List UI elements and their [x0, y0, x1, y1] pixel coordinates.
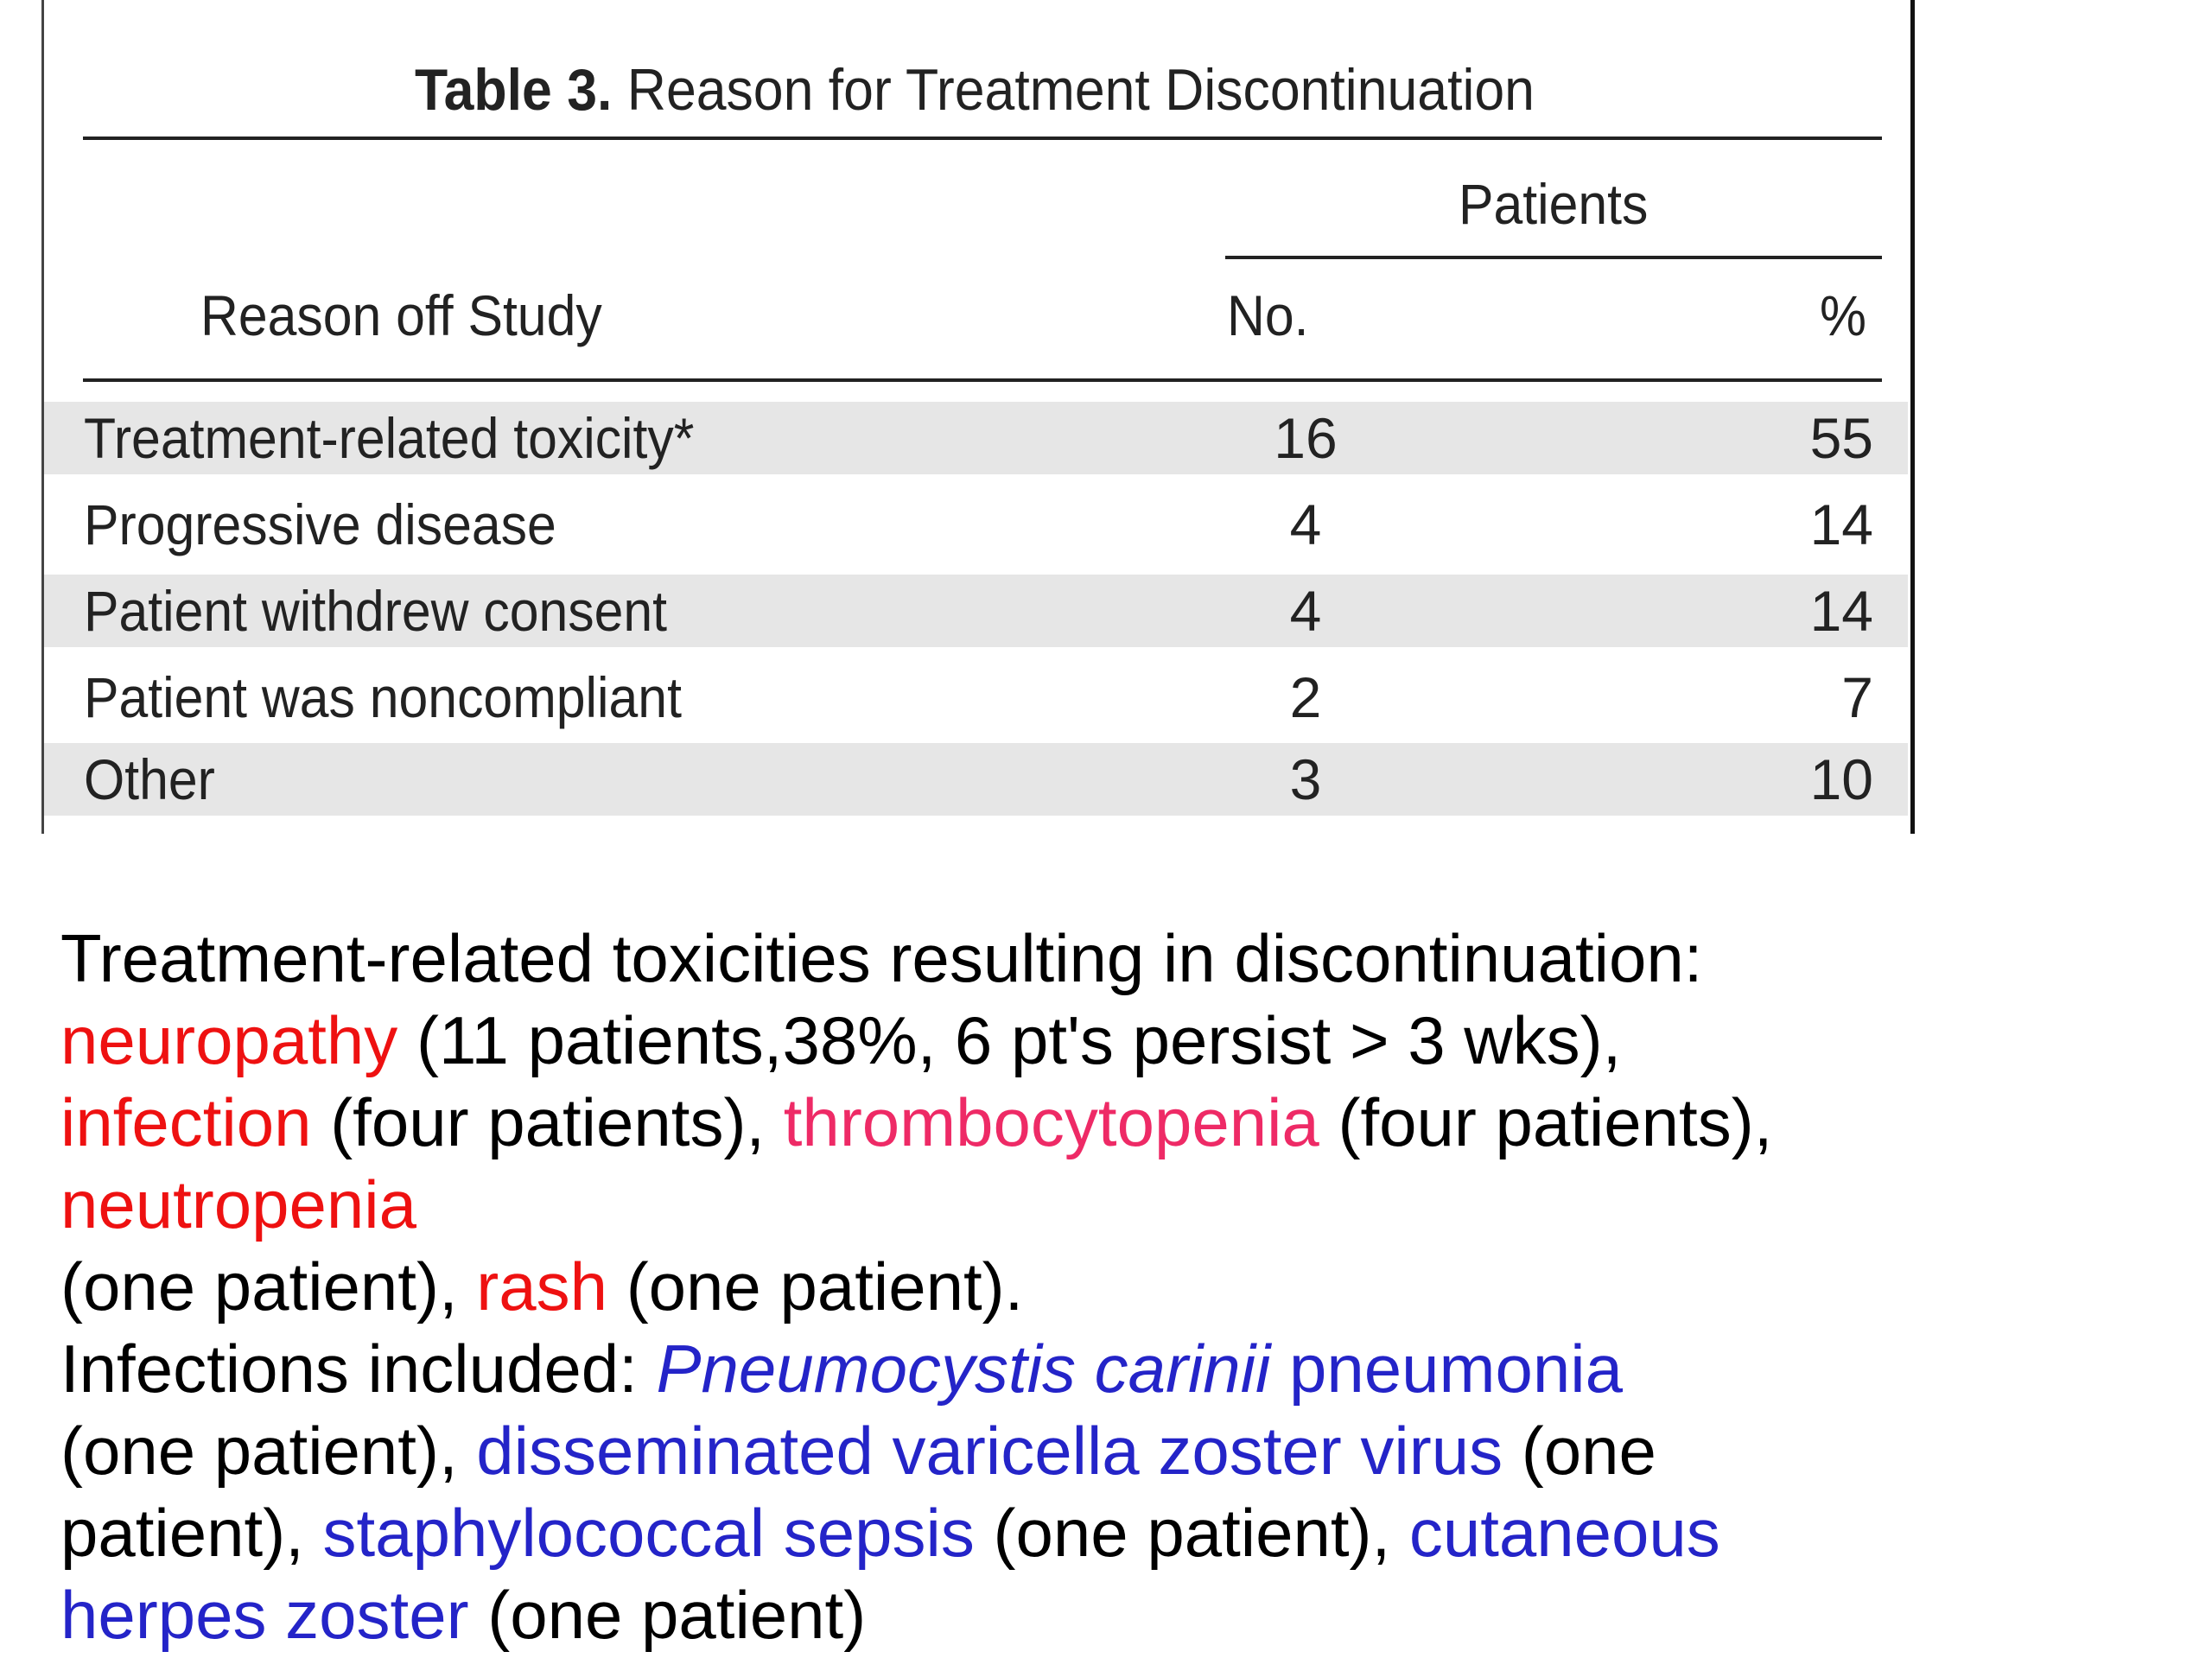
- table-top-rule: [83, 137, 1882, 140]
- staph-detail: (one patient),: [974, 1495, 1409, 1571]
- row-reason: Patient was noncompliant: [84, 665, 682, 729]
- row-no: 4: [1289, 492, 1322, 556]
- row-pct: 14: [1809, 579, 1873, 643]
- term-rash: rash: [476, 1248, 608, 1324]
- table-title-text: Reason for Treatment Discontinuation: [612, 57, 1535, 123]
- term-cutaneous: cutaneous: [1408, 1495, 1720, 1571]
- row-no: 3: [1289, 747, 1322, 811]
- notes-line-neuropathy: [60, 1000, 2169, 1082]
- table-row: [44, 488, 1908, 561]
- toxicity-notes: [60, 918, 2169, 1656]
- header-patients: Patients: [1459, 172, 1649, 236]
- table-title: [116, 54, 1833, 126]
- notes-line-neutropenia: [60, 1164, 2169, 1246]
- term-infection: infection: [60, 1084, 312, 1160]
- term-neutropenia: neutropenia: [60, 1166, 417, 1242]
- row-pct: 55: [1809, 406, 1873, 470]
- term-vzv: disseminated varicella zoster virus: [476, 1413, 1503, 1489]
- neutropenia-detail: (one patient),: [60, 1248, 477, 1324]
- row-reason: Progressive disease: [84, 492, 556, 556]
- notes-line-vzv: [60, 1410, 2169, 1492]
- vzv-detail: (one: [1503, 1413, 1656, 1489]
- table-row: [44, 575, 1908, 647]
- row-reason: Patient withdrew consent: [84, 579, 668, 643]
- neuropathy-detail: (11 patients,38%, 6 pt's persist > 3 wks),: [397, 1002, 1622, 1078]
- table-row: [44, 743, 1908, 816]
- term-herpes-zoster: herpes zoster: [60, 1577, 469, 1653]
- row-no: 16: [1274, 406, 1338, 470]
- term-thrombocytopenia: thrombocytopenia: [783, 1084, 1319, 1160]
- notes-line-staph: [60, 1492, 2169, 1574]
- row-no: 2: [1289, 665, 1322, 729]
- table-row: [44, 402, 1908, 474]
- notes-line-infection: [60, 1082, 2169, 1164]
- term-pneumocystis: Pneumocystis carinii: [656, 1331, 1271, 1407]
- patients-header-rule: [1225, 256, 1882, 259]
- header-bottom-rule: [83, 378, 1882, 382]
- table-title-label: Table 3.: [415, 57, 613, 123]
- term-neuropathy: neuropathy: [60, 1002, 398, 1078]
- header-reason: Reason off Study: [200, 283, 602, 347]
- table-row: [44, 661, 1908, 734]
- term-staph-sepsis: staphylococcal sepsis: [322, 1495, 975, 1571]
- pcp-detail: (one patient),: [60, 1413, 477, 1489]
- vzv-detail-cont: patient),: [60, 1495, 323, 1571]
- header-no: No.: [1227, 283, 1309, 347]
- row-pct: 14: [1809, 492, 1873, 556]
- row-reason: Other: [84, 747, 215, 811]
- row-reason: Treatment-related toxicity*: [84, 406, 695, 470]
- rash-detail: (one patient).: [607, 1248, 1024, 1324]
- notes-line-infections-intro: [60, 1328, 2169, 1410]
- row-pct: 10: [1809, 747, 1873, 811]
- herpes-detail: (one patient): [468, 1577, 867, 1653]
- notes-line-herpes: [60, 1574, 2169, 1656]
- row-pct: 7: [1841, 665, 1873, 729]
- thrombocytopenia-detail: (four patients),: [1319, 1084, 1773, 1160]
- notes-line-rash: [60, 1246, 2169, 1328]
- infection-detail: (four patients),: [311, 1084, 784, 1160]
- header-pct: %: [1820, 283, 1866, 347]
- term-pneumonia: pneumonia: [1270, 1331, 1623, 1407]
- notes-heading: Treatment-related toxicities resulting in discontinuation:: [60, 920, 1703, 996]
- row-no: 4: [1289, 579, 1322, 643]
- infections-intro: Infections included:: [60, 1331, 657, 1407]
